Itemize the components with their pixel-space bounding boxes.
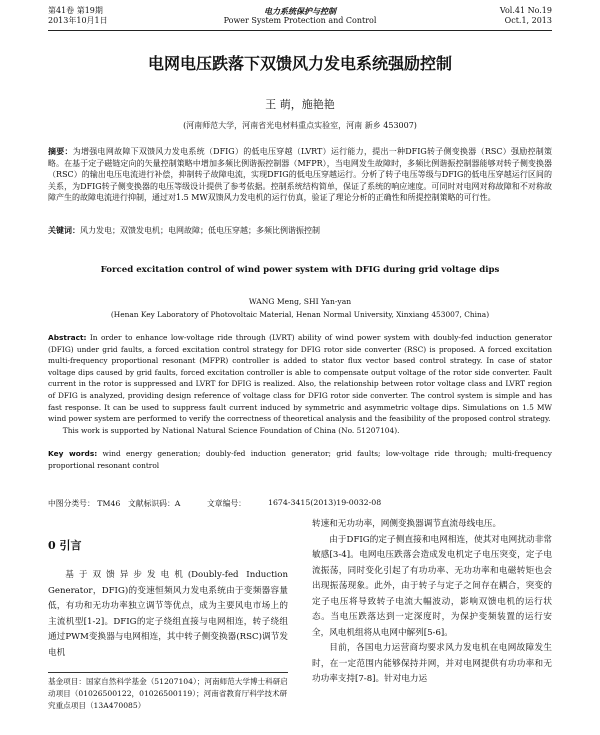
document-code: 文献标识码：A [128, 499, 181, 508]
keywords-en-text: wind energy generation; doubly-fed induction generator; grid faults; low-voltage ride through; multi-frequency proportional resonant control [48, 449, 552, 470]
keywords-cn [48, 225, 552, 237]
authors-cn: 王 萌，施艳艳 [265, 98, 335, 111]
intro-right-column [312, 517, 552, 688]
abstract-en-label: Abstract: [48, 333, 87, 342]
intro-right-paragraph-2: 由于DFIG的定子侧直接和电网相连，使其对电网扰动非常敏感[3-4]。电网电压跌落会造成发电机定子电压突变，定子电流振荡，同时变化引起了有功功率、无功功率和电磁转矩也会出现振荡现象。此外，由于转子与定子之间存在耦合，突变的定子电压将导致转子电流大幅波动，影响双馈电机的运行状态。当电压跌落达到一定深度时，为保护变频装置的运行安全，风电机组将从电网中解列[5-6]。 [312, 534, 552, 638]
date-cn: 2013年10月1日 [48, 16, 108, 25]
funding-en: This work is supported by National Natural Science Foundation of China (No. 51207104). [62, 425, 400, 435]
title-en: Forced excitation control of wind power system with DFIG during grid voltage dips [100, 265, 500, 275]
title-cn: 电网电压跌落下双馈风力发电系统强励控制 [147, 54, 452, 73]
footnote-funding: 基金项目：国家自然科学基金（51207104）；河南师范大学博士科研启动项目（01026500122，01026500119）；河南省教育厅科学技术研究重点项目（13A470085） [48, 672, 288, 711]
article-number: 1674-3415(2013)19-0032-08 [268, 498, 382, 507]
header-rule [48, 30, 552, 31]
affiliation-en: (Henan Key Laboratory of Photovoltaic Material, Henan Normal University, Xinxiang 453007, China) [110, 310, 490, 319]
affiliation-cn: (河南师范大学，河南省光电材料重点实验室，河南 新乡 453007) [183, 121, 417, 130]
intro-right-continuation: 转速和无功功率，网侧变换器调节直流母线电压。 [312, 519, 502, 529]
issue-info-en [500, 6, 552, 26]
abstract-en [48, 332, 552, 436]
keywords-en-label: Key words: [48, 449, 98, 458]
volume-cn: 第41卷 第19期 [48, 6, 103, 15]
authors-en: WANG Meng, SHI Yan-yan [248, 297, 352, 306]
keywords-en [48, 448, 552, 471]
journal-header [48, 6, 552, 32]
date-en: Oct.1, 2013 [504, 16, 552, 25]
abstract-cn-text: 为增强电网故障下双馈风力发电系统（DFIG）的低电压穿越（LVRT）运行能力，提出一种DFIG转子侧变换器（RSC）强励控制策略。在基于定子磁链定向的矢量控制策略中增加多频比例谐振控制器（MFPR），当电网发生故障时，多频比例谐振控制器能够对转子侧变换器（RSC）的输出电压电流进行补偿，抑制转子故障电流，实现DFIG的低电压穿越运行。分析了转子电压等级与DFIG的低电压穿越运行区间的关系，为DFIG转子侧变换器的电压等级设计提供了参考依据。控制系统结构简单，保证了系统的响应速度。可同时对电网对称故障和不对称故障产生的故障电流进行抑制，通过对1.5 MW双馈风力发电机的运行仿真，验证了理论分析的正确性和所提控制策略的可行性。 [48, 147, 552, 203]
volume-en: Vol.41 No.19 [499, 6, 552, 15]
abstract-en-text: In order to enhance low-voltage ride through (LVRT) ability of wind power system with doubly-fed induction generator (DFIG) under grid faults, a forced excitation control strategy for DFIG rotor side converter (RSC) is proposed. A forced excitation multi-frequency proportional resonant (MFPR) controller is added to stator flux vector based control strategy. In case of stator voltage dips caused by grid faults, forced excitation controller is able to compensate output voltage of the rotor side converter. Fault current in the rotor is suppressed and LVRT for DFIG is realized. Also, the relationship between rotor voltage class and LVRT region of DFIG is analyzed, providing design reference of voltage class for DFIG rotor side converter. The control system is simple and has fast response. It can be used to suppress fault current induced by symmetric and asymmetric voltage dips. Simulations on 1.5 MW wind power system are performed to verify the correctness of theoretical analysis and the feasibility of the proposed control strategy. [48, 333, 552, 424]
keywords-cn-label: 关键词： [48, 226, 80, 235]
journal-name [48, 6, 552, 26]
abstract-cn-label: 摘要： [48, 147, 73, 156]
journal-name-cn: 电力系统保护与控制 [264, 6, 336, 16]
article-number-label: 文章编号： [207, 499, 246, 508]
intro-left-column: 基于双馈异步发电机(Doubly-fed Induction Generator，DFIG)的变速恒频风力发电系统由于变频器容量低，有功和无功功率独立调节等优点，成为主要风电市场上的主流机型[1-2]。DFIG的定子绕组直接与电网相连，转子绕组通过PWM变换器与电网相连，其中转子侧变换器(RSC)调节发电机 [48, 570, 288, 658]
keywords-cn-text: 风力发电；双馈发电机；电网故障；低电压穿越；多频比例谐振控制 [80, 226, 320, 235]
clc-number: 中图分类号： TM46 [48, 499, 121, 508]
section-heading: 0 引言 [48, 539, 82, 552]
intro-right-paragraph-3: 目前，各国电力运营商均要求风力发电机在电网故障发生时，在一定范围内能够保持并网，并对电网提供有功功率和无功功率支持[7-8]。针对电力运 [312, 643, 552, 684]
abstract-cn [48, 146, 552, 204]
journal-name-en: Power System Protection and Control [223, 16, 377, 25]
